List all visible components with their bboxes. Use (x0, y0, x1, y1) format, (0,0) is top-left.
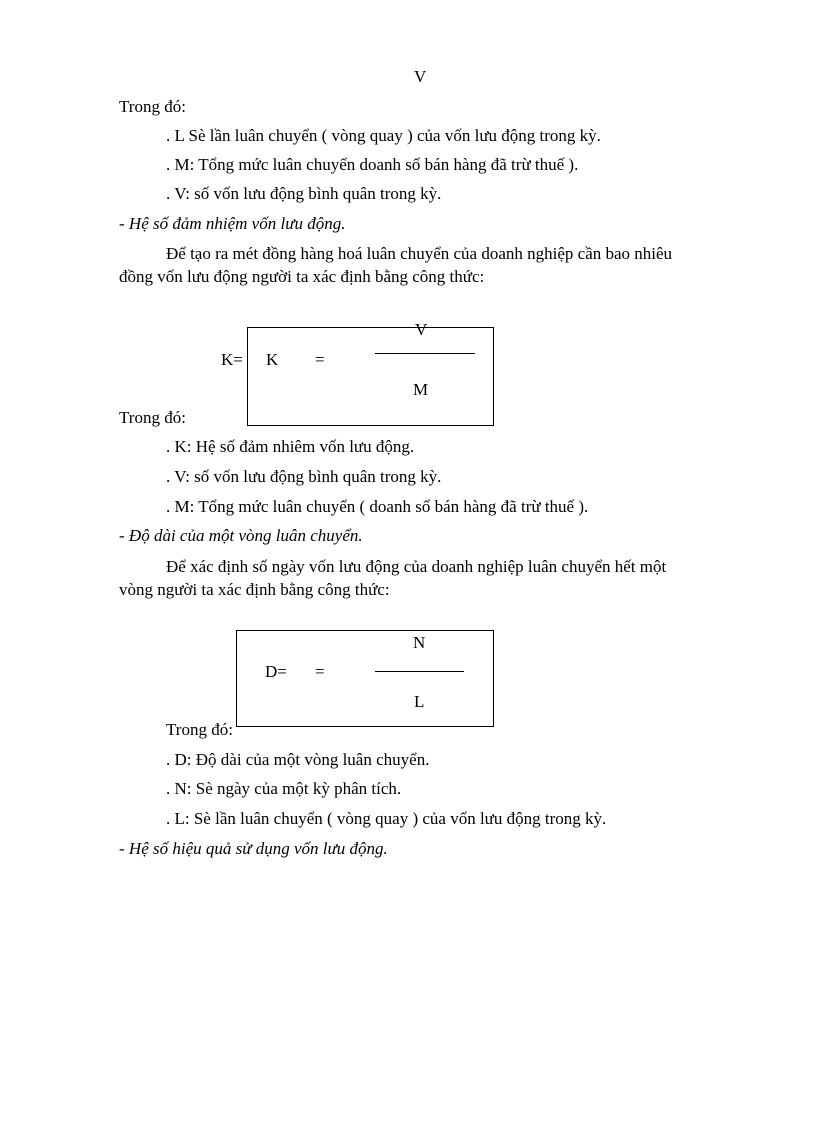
formula-fragment-top: V (414, 67, 427, 86)
formula-k-equals: = (315, 350, 325, 369)
formula-k-outer-label: K= (221, 350, 243, 369)
formula-k-lhs: K (266, 350, 279, 369)
section2-paragraph-line1: Để tạo ra mét đồng hàng hoá luân chuyển của doanh nghiệp cần bao nhiêu (166, 244, 673, 263)
section2-item-M: . M: Tổng mức luân chuyển ( doanh số bán hàng đã trừ thuế ). (166, 497, 589, 516)
section2-item-V: . V: số vốn lưu động bình quân trong kỳ. (166, 467, 442, 486)
section4-title: - Hệ số hiệu quả sử dụng vốn lưu động. (119, 839, 388, 858)
section3-paragraph-line2: vòng người ta xác định bằng công thức: (119, 580, 390, 599)
section2-item-K: . K: Hệ số đảm nhiêm vốn lưu động. (166, 437, 415, 456)
formula-k-numerator: V (415, 320, 428, 339)
formula-d-fraction-bar (375, 671, 464, 672)
formula-d-lhs: D= (265, 662, 287, 681)
formula-k-fraction-bar (375, 353, 475, 354)
section3-item-L: . L: Sè lần luân chuyển ( vòng quay ) của vốn lưu động trong kỳ. (166, 809, 607, 828)
section1-item-M: . M: Tổng mức luân chuyển doanh số bán hàng đã trừ thuế ). (166, 155, 579, 174)
section3-title: - Độ dài của một vòng luân chuyển. (119, 526, 363, 545)
section3-paragraph-line1: Để xác định số ngày vốn lưu động của doanh nghiệp luân chuyển hết một (166, 557, 667, 576)
section3-heading: Trong đó: (166, 720, 233, 739)
formula-k-denominator: M (413, 380, 429, 399)
section1-heading: Trong đó: (119, 97, 186, 116)
section1-item-V: . V: số vốn lưu động bình quân trong kỳ. (166, 184, 442, 203)
section3-item-N: . N: Sè ngày của một kỳ phân tích. (166, 779, 402, 798)
section2-heading: Trong đó: (119, 408, 186, 427)
formula-box-k (247, 327, 494, 426)
formula-d-numerator: N (413, 633, 426, 652)
formula-d-denominator: L (414, 692, 425, 711)
section2-title: - Hệ số đảm nhiệm vốn lưu động. (119, 214, 346, 233)
formula-d-equals: = (315, 662, 325, 681)
section1-item-L: . L Sè lần luân chuyển ( vòng quay ) của vốn lưu động trong kỳ. (166, 126, 601, 145)
section3-item-D: . D: Độ dài của một vòng luân chuyển. (166, 750, 430, 769)
section2-paragraph-line2: đồng vốn lưu động người ta xác định bằng công thức: (119, 267, 485, 286)
